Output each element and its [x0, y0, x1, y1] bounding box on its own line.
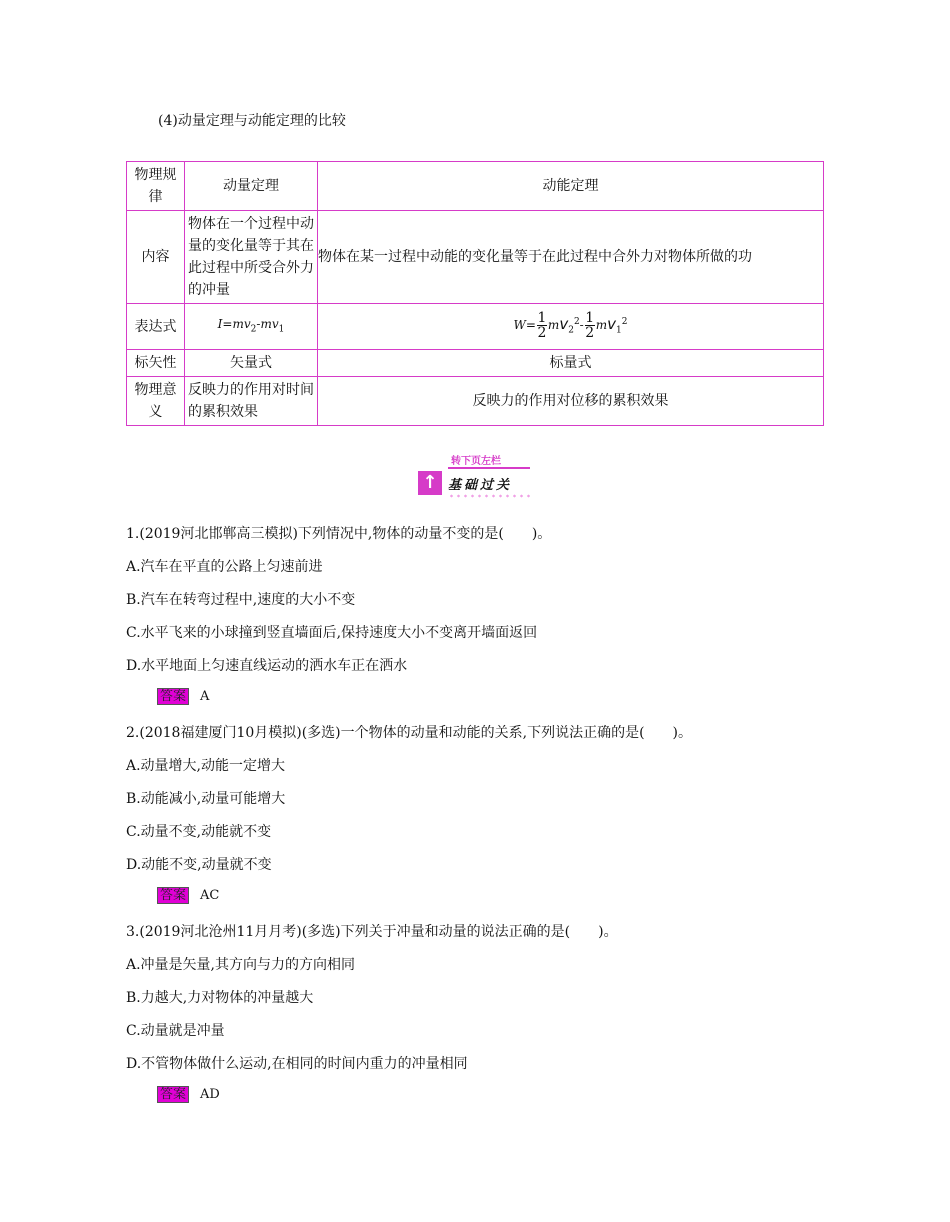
energy-content-cell: 物体在某一过程中动能的变化量等于在此过程中合外力对物体所做的功: [318, 211, 824, 304]
section-heading: (4)动量定理与动能定理的比较: [158, 113, 346, 129]
continue-tab-label: 转下页左栏: [451, 456, 501, 467]
formula-term: v: [559, 315, 569, 334]
formula-subscript: 1: [278, 324, 285, 335]
formula-symbol: W: [513, 318, 526, 333]
formula-term: v: [607, 315, 617, 334]
answer-line: [157, 688, 209, 705]
fraction: [585, 311, 595, 340]
fraction-denominator: 2: [585, 325, 595, 342]
table-row: [127, 350, 824, 377]
formula-term: m: [547, 318, 560, 333]
row-label-law: 物理规律: [127, 162, 185, 211]
col-header-momentum-theorem: 动量定理: [185, 162, 318, 211]
fraction-denominator: 2: [537, 325, 547, 342]
section-banner: [418, 452, 536, 500]
row-label-content: 内容: [127, 211, 185, 304]
energy-formula: [318, 304, 824, 350]
option-a: A.动量增大,动能一定增大: [126, 758, 286, 774]
option-a: A.冲量是矢量,其方向与力的方向相同: [126, 957, 356, 973]
formula-subscript: 2: [250, 324, 257, 335]
fraction-numerator: 1: [585, 310, 595, 327]
formula-symbol: -: [256, 316, 261, 331]
answer-tag: 答案: [157, 887, 189, 904]
formula-term: mv: [232, 316, 251, 331]
momentum-formula: [185, 304, 318, 350]
formula-subscript: 2: [568, 325, 574, 336]
option-b: B.汽车在转弯过程中,速度的大小不变: [126, 592, 356, 608]
formula-symbol: -: [579, 318, 584, 333]
comparison-table: [126, 161, 824, 426]
option-c: C.动量就是冲量: [126, 1023, 225, 1039]
answer-line: [157, 887, 219, 904]
answer-value: A: [200, 689, 210, 704]
up-arrow-icon: ↑: [418, 471, 442, 495]
answer-value: AD: [200, 1087, 220, 1102]
table-row: [127, 304, 824, 350]
formula-superscript: 2: [573, 317, 580, 328]
table-row: [127, 211, 824, 304]
col-header-energy-theorem: 动能定理: [318, 162, 824, 211]
answer-tag: 答案: [157, 1086, 189, 1103]
momentum-content-cell: 物体在一个过程中动量的变化量等于其在此过程中所受合外力的冲量: [185, 211, 318, 304]
answer-tag: 答案: [157, 688, 189, 705]
answer-line: [157, 1086, 220, 1103]
row-label-meaning: 物理意义: [127, 377, 185, 426]
option-b: B.力越大,力对物体的冲量越大: [126, 990, 314, 1006]
option-d: D.水平地面上匀速直线运动的洒水车正在洒水: [126, 658, 408, 674]
banner-title: 基础过关: [448, 478, 513, 493]
formula-term: m: [595, 318, 608, 333]
option-c: C.水平飞来的小球撞到竖直墙面后,保持速度大小不变离开墙面返回: [126, 625, 538, 641]
table-row: [127, 162, 824, 211]
answer-value: AC: [200, 888, 220, 903]
formula-subscript: 1: [616, 325, 622, 336]
continue-tab: [448, 452, 530, 469]
dotted-underline: [448, 494, 530, 498]
momentum-vector-cell: 矢量式: [185, 350, 318, 377]
energy-vector-cell: 标量式: [318, 350, 824, 377]
fraction: [537, 311, 547, 340]
option-d: D.不管物体做什么运动,在相同的时间内重力的冲量相同: [126, 1056, 468, 1072]
question-stem: 2.(2018福建厦门10月模拟)(多选)一个物体的动量和动能的关系,下列说法正确的是( )。: [126, 725, 693, 741]
fraction-numerator: 1: [537, 310, 547, 327]
row-label-expression: 表达式: [127, 304, 185, 350]
table-row: [127, 377, 824, 426]
question-stem: 1.(2019河北邯郸高三模拟)下列情况中,物体的动量不变的是( )。: [126, 526, 552, 542]
energy-meaning-cell: 反映力的作用对位移的累积效果: [318, 377, 824, 426]
formula-term: mv: [260, 316, 279, 331]
option-c: C.动量不变,动能就不变: [126, 824, 272, 840]
option-a: A.汽车在平直的公路上匀速前进: [126, 559, 323, 575]
option-d: D.动能不变,动量就不变: [126, 857, 272, 873]
row-label-vector: 标矢性: [127, 350, 185, 377]
momentum-meaning-cell: 反映力的作用对时间的累积效果: [185, 377, 318, 426]
formula-superscript: 2: [621, 317, 628, 328]
formula-symbol: =: [525, 318, 536, 333]
question-stem: 3.(2019河北沧州11月月考)(多选)下列关于冲量和动量的说法正确的是( )。: [126, 924, 618, 940]
formula-symbol: I: [217, 316, 223, 331]
option-b: B.动能减小,动量可能增大: [126, 791, 286, 807]
formula-symbol: =: [222, 316, 233, 331]
